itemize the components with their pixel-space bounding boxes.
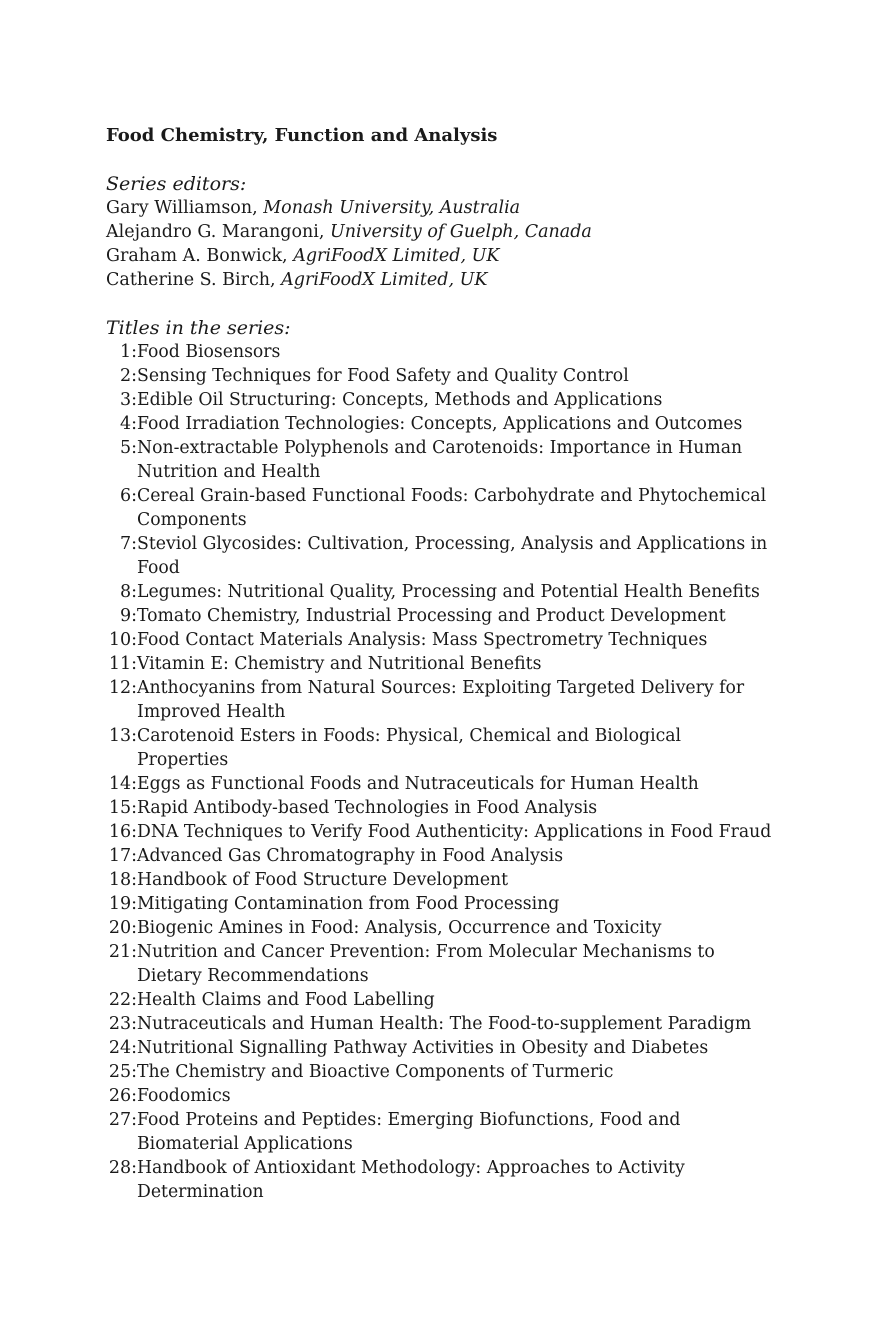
- title-line: Properties: [137, 750, 229, 770]
- title-text: [137, 1012, 806, 1036]
- title-text: [137, 484, 806, 532]
- series-title-entry: [106, 724, 806, 772]
- series-title-entry: [106, 604, 806, 628]
- editors-list: [106, 196, 806, 292]
- title-number: 11:: [108, 654, 137, 674]
- series-title-entry: [106, 1156, 806, 1204]
- series-title-entry: [106, 484, 806, 532]
- title-line: Advanced Gas Chromatography in Food Analysis: [137, 846, 564, 866]
- title-line: Handbook of Antioxidant Methodology: Approaches to Activity: [137, 1158, 685, 1178]
- title-text: [137, 652, 806, 676]
- series-title-entry: [106, 388, 806, 412]
- title-line: Food Irradiation Technologies: Concepts, Applications and Outcomes: [137, 414, 743, 434]
- title-number: 17:: [108, 846, 137, 866]
- title-line: Health Claims and Food Labelling: [137, 990, 435, 1010]
- series-title-entry: [106, 412, 806, 436]
- title-line: Legumes: Nutritional Quality, Processing and Potential Health Benefits: [137, 582, 760, 602]
- title-number: 9:: [119, 606, 137, 626]
- title-text: [137, 412, 806, 436]
- title-line: Edible Oil Structuring: Concepts, Methods and Applications: [137, 390, 663, 410]
- title-number: 22:: [108, 990, 137, 1010]
- series-title-entry: [106, 940, 806, 988]
- title-text: [137, 772, 806, 796]
- title-number: 20:: [108, 918, 137, 938]
- title-text: [137, 388, 806, 412]
- title-line: Food: [137, 558, 180, 578]
- series-title-entry: [106, 868, 806, 892]
- title-number: 19:: [108, 894, 137, 914]
- title-text: [137, 1036, 806, 1060]
- editor-entry: [106, 244, 806, 268]
- series-page: [106, 124, 806, 1204]
- title-number: 16:: [108, 822, 137, 842]
- title-number: 10:: [108, 630, 137, 650]
- series-title-entry: [106, 820, 806, 844]
- title-text: [137, 580, 806, 604]
- title-line: Tomato Chemistry, Industrial Processing and Product Development: [137, 606, 726, 626]
- series-title-entry: [106, 652, 806, 676]
- title-text: [137, 604, 806, 628]
- title-number: 26:: [108, 1086, 137, 1106]
- series-title: Food Chemistry, Function and Analysis: [106, 125, 498, 146]
- series-title-entry: [106, 676, 806, 724]
- title-line: Determination: [137, 1182, 264, 1202]
- title-text: [137, 916, 806, 940]
- series-title-entry: [106, 796, 806, 820]
- title-line: Nutraceuticals and Human Health: The Food-to-supplement Paradigm: [137, 1014, 752, 1034]
- title-line: DNA Techniques to Verify Food Authenticity: Applications in Food Fraud: [137, 822, 772, 842]
- titles-heading: Titles in the series:: [106, 317, 291, 339]
- editor-name: Alejandro G. Marangoni,: [106, 222, 331, 242]
- title-line: Improved Health: [137, 702, 286, 722]
- title-line: Eggs as Functional Foods and Nutraceuticals for Human Health: [137, 774, 699, 794]
- title-number: 24:: [108, 1038, 137, 1058]
- title-line: Steviol Glycosides: Cultivation, Processing, Analysis and Applications in: [137, 534, 768, 554]
- title-line: Dietary Recommendations: [137, 966, 369, 986]
- title-line: Nutrition and Cancer Prevention: From Molecular Mechanisms to: [137, 942, 715, 962]
- title-text: [137, 628, 806, 652]
- editor-entry: [106, 196, 806, 220]
- title-number: 25:: [108, 1062, 137, 1082]
- title-line: The Chemistry and Bioactive Components of Turmeric: [137, 1062, 614, 1082]
- editors-heading: Series editors:: [106, 173, 247, 195]
- title-line: Cereal Grain-based Functional Foods: Carbohydrate and Phytochemical: [137, 486, 767, 506]
- series-title-entry: [106, 1012, 806, 1036]
- title-line: Food Contact Materials Analysis: Mass Spectrometry Techniques: [137, 630, 708, 650]
- title-number: 4:: [119, 414, 137, 434]
- title-line: Nutrition and Health: [137, 462, 321, 482]
- title-number: 7:: [119, 534, 137, 554]
- title-line: Biogenic Amines in Food: Analysis, Occurrence and Toxicity: [137, 918, 662, 938]
- title-text: [137, 1084, 806, 1108]
- title-line: Food Biosensors: [137, 342, 281, 362]
- title-text: [137, 796, 806, 820]
- title-number: 1:: [119, 342, 137, 362]
- series-title-entry: [106, 628, 806, 652]
- editor-affiliation: AgriFoodX Limited, UK: [293, 246, 500, 266]
- title-line: Mitigating Contamination from Food Processing: [137, 894, 560, 914]
- title-number: 2:: [119, 366, 137, 386]
- title-text: [137, 892, 806, 916]
- title-text: [137, 820, 806, 844]
- title-text: [137, 1060, 806, 1084]
- series-title-entry: [106, 1084, 806, 1108]
- title-text: [137, 724, 806, 772]
- title-text: [137, 340, 806, 364]
- title-text: [137, 1108, 806, 1156]
- series-title-entry: [106, 1108, 806, 1156]
- title-number: 21:: [108, 942, 137, 962]
- editor-name: Graham A. Bonwick,: [106, 246, 294, 266]
- title-text: [137, 988, 806, 1012]
- title-line: Biomaterial Applications: [137, 1134, 353, 1154]
- series-title-entry: [106, 436, 806, 484]
- title-line: Components: [137, 510, 247, 530]
- editor-name: Gary Williamson,: [106, 198, 264, 218]
- editor-entry: [106, 220, 806, 244]
- title-text: [137, 436, 806, 484]
- title-number: 6:: [119, 486, 137, 506]
- title-text: [137, 1156, 806, 1204]
- title-number: 27:: [108, 1110, 137, 1130]
- title-text: [137, 940, 806, 988]
- title-line: Carotenoid Esters in Foods: Physical, Chemical and Biological: [137, 726, 682, 746]
- title-number: 5:: [119, 438, 137, 458]
- title-number: 15:: [108, 798, 137, 818]
- title-line: Sensing Techniques for Food Safety and Quality Control: [137, 366, 629, 386]
- series-title-entry: [106, 532, 806, 580]
- editor-name: Catherine S. Birch,: [106, 270, 282, 290]
- title-text: [137, 676, 806, 724]
- series-title-entry: [106, 1060, 806, 1084]
- title-line: Handbook of Food Structure Development: [137, 870, 509, 890]
- title-line: Food Proteins and Peptides: Emerging Biofunctions, Food and: [137, 1110, 681, 1130]
- title-text: [137, 532, 806, 580]
- title-text: [137, 844, 806, 868]
- series-title-entry: [106, 364, 806, 388]
- editor-affiliation: AgriFoodX Limited, UK: [281, 270, 488, 290]
- title-number: 12:: [108, 678, 137, 698]
- title-line: Vitamin E: Chemistry and Nutritional Benefits: [137, 654, 542, 674]
- series-title-entry: [106, 772, 806, 796]
- title-number: 13:: [108, 726, 137, 746]
- series-title-entry: [106, 988, 806, 1012]
- series-title-entry: [106, 844, 806, 868]
- series-title-entry: [106, 892, 806, 916]
- series-title-entry: [106, 916, 806, 940]
- editor-entry: [106, 268, 806, 292]
- series-title-entry: [106, 1036, 806, 1060]
- title-line: Nutritional Signalling Pathway Activities in Obesity and Diabetes: [137, 1038, 709, 1058]
- editor-affiliation: University of Guelph, Canada: [330, 222, 592, 242]
- series-title-entry: [106, 340, 806, 364]
- title-text: [137, 364, 806, 388]
- title-number: 8:: [119, 582, 137, 602]
- title-line: Foodomics: [137, 1086, 231, 1106]
- title-number: 18:: [108, 870, 137, 890]
- title-line: Non-extractable Polyphenols and Carotenoids: Importance in Human: [137, 438, 743, 458]
- series-title-entry: [106, 580, 806, 604]
- titles-list: [106, 340, 806, 1204]
- title-number: 3:: [119, 390, 137, 410]
- title-number: 23:: [108, 1014, 137, 1034]
- title-text: [137, 868, 806, 892]
- title-number: 14:: [108, 774, 137, 794]
- title-line: Anthocyanins from Natural Sources: Exploiting Targeted Delivery for: [137, 678, 745, 698]
- title-line: Rapid Antibody-based Technologies in Food Analysis: [137, 798, 598, 818]
- title-number: 28:: [108, 1158, 137, 1178]
- editor-affiliation: Monash University, Australia: [263, 198, 521, 218]
